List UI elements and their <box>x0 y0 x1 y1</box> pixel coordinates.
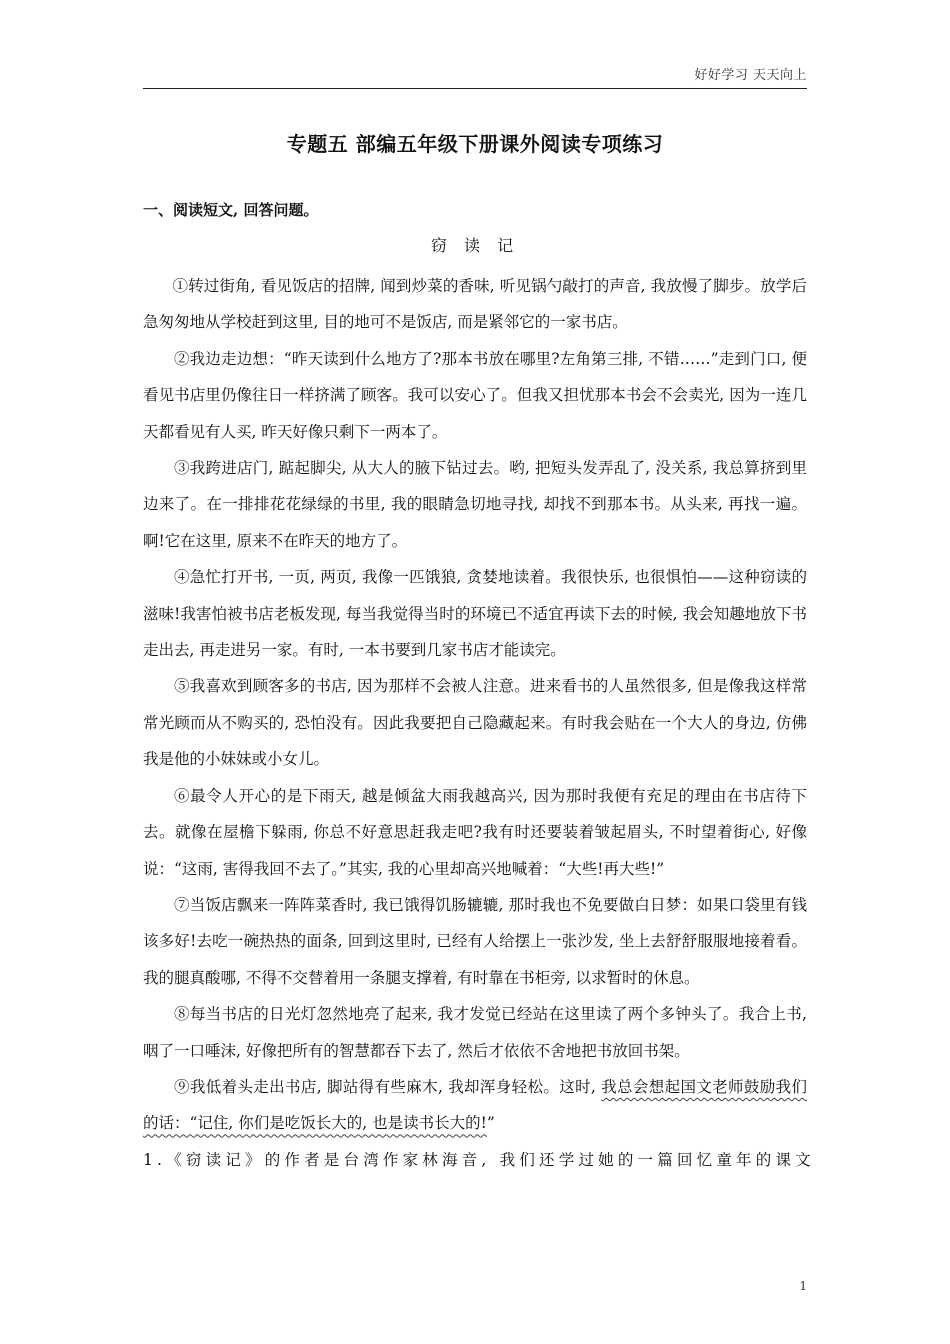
header-divider <box>143 88 807 89</box>
question-1: 1.《窃读记》的作者是台湾作家林海音, 我们还学过她的一篇回忆童年的课文 <box>143 1150 815 1169</box>
paragraph-9-text: ⑨我低着头走出书店, 脚站得有些麻木, 我却浑身轻松。这时, <box>174 1077 602 1096</box>
closing-quote: ” <box>486 1114 495 1133</box>
paragraph-1: ①转过街角, 看见饭店的招牌, 闻到炒菜的香味, 听见锅勺敲打的声音, 我放慢了脚步。放学后急匆匆地从学校赶到这里, 目的地可不是饭店, 而是紧邻它的一家书店。 <box>143 277 807 332</box>
paragraph-5: ⑤我喜欢到顾客多的书店, 因为那样不会被人注意。进来看书的人虽然很多, 但是像我这样常常光顾而从不购买的, 恐怕没有。因此我要把自己隐藏起来。有时我会贴在一个大人的身边, 仿佛我是他的小妹妹或小女儿。 <box>143 677 807 769</box>
paragraph-9 <box>143 1069 807 1142</box>
article-title: 窃 读 记 <box>430 236 520 255</box>
page-number: 1 <box>799 1279 807 1293</box>
running-header: 好好学习 天天向上 <box>694 68 807 83</box>
section-heading: 一、阅读短文, 回答问题。 <box>143 201 319 219</box>
wavy-underlined-sentence: 我总会想起国文老师鼓励我们的话：“记住, 你们是吃饭长大的, 也是读书长大的! <box>143 1077 807 1133</box>
paragraph-8: ⑧每当书店的日光灯忽然地亮了起来, 我才发觉已经站在这里读了两个多钟头了。我合上书, 咽了一口唾沫, 好像把所有的智慧都吞下去了, 然后才依依不舍地把书放回书架。 <box>143 1005 807 1060</box>
paragraph-7: ⑦当饭店飘来一阵阵菜香时, 我已饿得饥肠辘辘, 那时我也不免要做白日梦：如果口袋里有钱该多好!去吃一碗热热的面条, 回到这里时, 已经有人给摆上一张沙发, 坐上去舒舒服服地接着看。我的腿真酸哪, 不得不交替着用一条腿支撑着, 有时靠在书柜旁, 以求暂时的休息。 <box>143 895 807 987</box>
document-title: 专题五 部编五年级下册课外阅读专项练习 <box>286 132 664 156</box>
paragraph-4: ④急忙打开书, 一页, 两页, 我像一匹饿狼, 贪婪地读着。我很快乐, 也很惧怕——这种窃读的滋味!我害怕被书店老板发现, 每当我觉得当时的环境已不适宜再读下去的时候, 我会知趣地放下书走出去, 再走进另一家。有时, 一本书要到几家书店才能读完。 <box>143 568 807 660</box>
article-body <box>143 268 815 1178</box>
paragraph-6: ⑥最令人开心的是下雨天, 越是倾盆大雨我越高兴, 因为那时我便有充足的理由在书店待下去。就像在屋檐下躲雨, 你总不好意思赶我走吧?我有时还要装着皱起眉头, 不时望着街心, 好像说：“这雨, 害得我回不去了。”其实, 我的心里却高兴地喊着：“大些!再大些!” <box>143 786 808 878</box>
paragraph-2: ②我边走边想：“昨天读到什么地方了?那本书放在哪里?左角第三排, 不错……”走到门口, 便看见书店里仍像往日一样挤满了顾客。我可以安心了。但我又担忧那本书会不会卖光, 因为一连几天都看见有人买, 昨天好像只剩下一两本了。 <box>143 349 807 441</box>
paragraph-3: ③我跨进店门, 踮起脚尖, 从大人的腋下钻过去。哟, 把短头发弄乱了, 没关系, 我总算挤到里边来了。在一排排花花绿绿的书里, 我的眼睛急切地寻找, 却找不到那本书。从头来, 再找一遍。啊!它在这里, 原来不在昨天的地方了。 <box>143 459 807 550</box>
